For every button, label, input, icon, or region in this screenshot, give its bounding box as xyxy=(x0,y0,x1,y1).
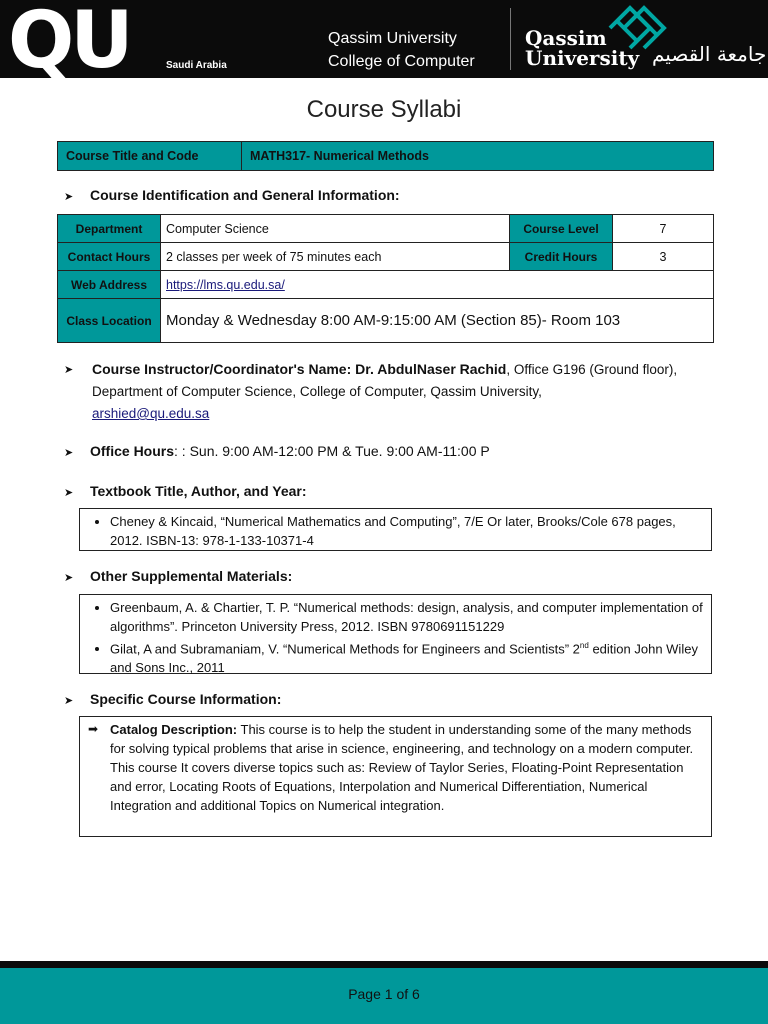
instructor-email-link[interactable]: arshied@qu.edu.sa xyxy=(92,406,210,421)
web-address-label: Web Address xyxy=(58,271,161,299)
page-number: Page 1 of 6 xyxy=(348,986,420,1002)
supplemental-box xyxy=(79,594,712,674)
credit-hours-label: Credit Hours xyxy=(510,243,613,271)
arrow-bullet-icon: ➤ xyxy=(64,364,74,376)
course-title-value: MATH317- Numerical Methods xyxy=(242,142,714,171)
qassim-university-logo: Qassim University xyxy=(525,26,640,70)
department-value: Computer Science xyxy=(161,215,510,243)
section-identification: ➤ Course Identification and General Information: xyxy=(64,187,400,203)
contact-hours-value: 2 classes per week of 75 minutes each xyxy=(161,243,510,271)
arrow-bullet-icon: ➤ xyxy=(64,487,74,499)
arabic-university-name: جامعة القصيم xyxy=(652,42,767,66)
section-specific: ➤ Specific Course Information: xyxy=(64,691,282,707)
arrow-bullet-icon: ➤ xyxy=(64,191,74,203)
catalog-description: ➡ Catalog Description: This course is to help the student in understanding some of the many methods for solving typical problems that arise in science, engineering, and technology on a modern computer. This course It covers diverse topics such as: Review of Taylor Series, Floating-Point Representation and error, Locating Roots of Equations, Interpolation and Numerical Differentiation, Numerical Integration and additional Topics on Numerical integration. xyxy=(88,722,694,813)
class-location-value: Monday & Wednesday 8:00 AM-9:15:00 AM (Section 85)- Room 103 xyxy=(161,299,714,343)
office-hours-section: ➤ Office Hours: : Sun. 9:00 AM-12:00 PM & Tue. 9:00 AM-11:00 P xyxy=(64,443,490,459)
course-level-label: Course Level xyxy=(510,215,613,243)
course-info-table xyxy=(57,214,714,343)
arrow-bullet-icon: ➤ xyxy=(64,695,74,707)
course-title-table xyxy=(57,141,714,171)
header-divider xyxy=(510,8,511,70)
instructor-name: Dr. AbdulNaser Rachid xyxy=(355,361,507,377)
header-title xyxy=(328,27,475,73)
textbook-item: • Cheney & Kincaid, “Numerical Mathematics and Computing”, 7/E Or later, Brooks/Cole 678 pages, 2012. ISBN-13: 978-1-133-10371-4 xyxy=(110,512,703,550)
university-name: Qassim University xyxy=(328,30,457,47)
arrow-bullet-icon: ➤ xyxy=(64,572,74,584)
catalog-box xyxy=(79,716,712,837)
section-supplemental: ➤ Other Supplemental Materials: xyxy=(64,568,293,584)
instructor-paragraph: Course Instructor/Coordinator's Name: Dr. AbdulNaser Rachid, Office G196 (Ground floor), Department of Computer Science, College of Computer, Qassim University, arshied@qu.edu.sa xyxy=(92,361,678,421)
class-location-label: Class Location xyxy=(58,299,161,343)
course-level-value: 7 xyxy=(613,215,714,243)
textbook-box xyxy=(79,508,712,551)
page-title: Course Syllabi xyxy=(306,96,462,123)
arrow-right-icon: ➡ xyxy=(88,722,99,736)
supplemental-item-2: • Gilat, A and Subramaniam, V. “Numerical Methods for Engineers and Scientists” 2nd edition John Wiley and Sons Inc., 2011 xyxy=(110,636,703,677)
supplemental-item-1: • Greenbaum, A. & Chartier, T. P. “Numerical methods: design, analysis, and computer implementation of algorithms”. Princeton University Press, 2012. ISBN 9780691151229 xyxy=(110,598,703,636)
college-name: College of Computer xyxy=(328,53,475,70)
department-label: Department xyxy=(58,215,161,243)
footer-divider xyxy=(0,961,768,968)
qu-logo: QU xyxy=(8,0,130,86)
page-header xyxy=(0,0,768,86)
web-address-link[interactable]: https://lms.qu.edu.sa/ xyxy=(166,277,285,292)
course-title-label: Course Title and Code xyxy=(58,142,242,171)
office-hours-value: : : Sun. 9:00 AM-12:00 PM & Tue. 9:00 AM-11:00 P xyxy=(174,443,490,459)
contact-hours-label: Contact Hours xyxy=(58,243,161,271)
credit-hours-value: 3 xyxy=(613,243,714,271)
instructor-section xyxy=(64,360,90,376)
country-label: Saudi Arabia xyxy=(166,60,227,71)
arrow-bullet-icon: ➤ xyxy=(64,447,74,459)
section-textbook: ➤ Textbook Title, Author, and Year: xyxy=(64,483,307,499)
